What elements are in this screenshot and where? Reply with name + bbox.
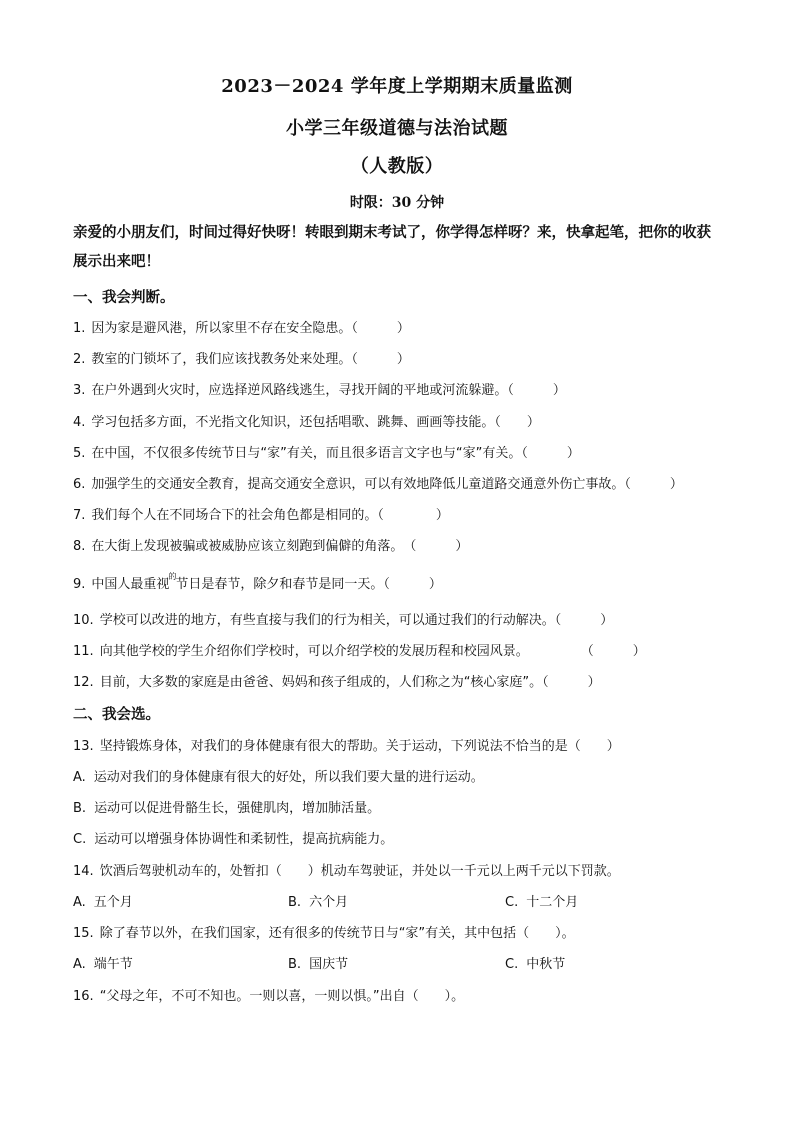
option-13-a [73,766,484,785]
question-text-part-b: 节日是春节，除夕和春节是同一天。（ ） [175,577,442,592]
question-text: 因为家是避风港，所以家里不存在安全隐患。（ ） [91,321,410,336]
option-14-a [73,891,133,910]
question-3 [73,379,733,398]
option-15-b [288,953,348,972]
option-letter: C. [505,957,519,972]
option-letter: B. [73,801,87,816]
question-5 [73,442,733,461]
question-9 [73,573,733,592]
option-letter: B. [288,895,302,910]
question-text-small-char: 的 [168,572,177,581]
option-text: 十二个月 [526,895,579,910]
option-letter: C. [73,832,87,847]
option-13-b [73,797,380,816]
question-10 [73,609,733,628]
option-15-c [505,953,565,972]
exam-title-subject: 小学三年级道德与法治试题 [286,118,508,139]
option-text: 运动可以增强身体协调性和柔韧性，提高抗病能力。 [94,832,394,847]
option-text: 中秋节 [526,957,566,972]
option-letter: C. [505,895,519,910]
question-14 [73,860,733,879]
question-number: 11. [73,644,94,659]
question-number: 3. [73,383,86,398]
option-text: 运动对我们的身体健康有很大的好处，所以我们要大量的进行运动。 [93,770,484,785]
question-13 [73,735,733,754]
question-number: 7. [73,508,86,523]
intro-text: 亲爱的小朋友们，时间过得好快呀！转眼到期末考试了，你学得怎样呀？来，快拿起笔，把你的收获展示出来吧！ [73,224,711,270]
question-number: 5. [73,446,86,461]
question-2 [73,348,733,367]
question-8 [73,535,733,554]
question-number: 15. [73,926,94,941]
question-number: 2. [73,352,86,367]
option-14-b [288,891,348,910]
option-text: 五个月 [93,895,133,910]
exam-title-year: 2023－2024 学年度上学期期末质量监测 [221,76,573,97]
question-text: 在户外遇到火灾时，应选择逆风路线逃生，寻找开阔的平地或河流躲避。（ ） [91,383,566,398]
question-text: 学校可以改进的地方，有些直接与我们的行为相关，可以通过我们的行动解决。（ ） [99,613,614,628]
option-text: 国庆节 [309,957,349,972]
question-number: 16. [73,989,94,1004]
question-4 [73,411,733,430]
question-number: 1. [73,321,86,336]
question-text-part-a: 中国人最重视 [91,577,170,592]
option-14-c [505,891,578,910]
question-number: 8. [73,539,86,554]
question-11 [73,640,733,659]
section-heading-judge: 一、我会判断。 [73,289,175,306]
option-text: 六个月 [309,895,349,910]
question-text: 坚持锻炼身体，对我们的身体健康有很大的帮助。关于运动，下列说法不恰当的是（ ） [99,739,620,754]
question-text: 目前，大多数的家庭是由爸爸、妈妈和孩子组成的，人们称之为“核心家庭”。（ ） [99,675,601,690]
question-text: 在中国，不仅很多传统节日与“家”有关，而且很多语言文字也与“家”有关。（ ） [91,446,580,461]
option-letter: A. [73,957,86,972]
question-text: 加强学生的交通安全教育，提高交通安全意识，可以有效地降低儿童道路交通意外伤亡事故。（ ） [91,477,683,492]
section-heading-choose: 二、我会选。 [73,706,160,723]
option-text: 运动可以促进骨骼生长，强健肌肉，增加肺活量。 [94,801,381,816]
question-text: 在大街上发现被骗或被威胁应该立刻跑到偏僻的角落。 （ ） [91,539,469,554]
question-12 [73,671,733,690]
exam-title-edition: （人教版） [350,156,444,177]
question-number: 6. [73,477,86,492]
question-6 [73,473,733,492]
question-16 [73,985,733,1004]
question-number: 9. [73,577,86,592]
question-15 [73,922,733,941]
option-letter: B. [288,957,302,972]
question-7 [73,504,733,523]
option-letter: A. [73,770,86,785]
question-number: 14. [73,864,94,879]
question-text: 除了春节以外，在我们国家，还有很多的传统节日与“家”有关，其中包括（ ）。 [99,926,575,941]
option-text: 端午节 [93,957,133,972]
question-text: “父母之年，不可不知也。一则以喜，一则以惧。”出自（ ）。 [99,989,465,1004]
question-text: 我们每个人在不同场合下的社会角色都是相同的。（ ） [91,508,449,523]
question-1 [73,317,733,336]
question-number: 10. [73,613,94,628]
time-limit: 时限：30 分钟 [349,195,445,211]
question-text: 向其他学校的学生介绍你们学校时，可以介绍学校的发展历程和校园风景。 （ ） [99,644,646,659]
question-text: 教室的门锁坏了，我们应该找教务处来处理。（ ） [91,352,410,367]
question-number: 12. [73,675,94,690]
question-text: 学习包括多方面，不光指文化知识，还包括唱歌、跳舞、画画等技能。（ ） [91,415,540,430]
question-number: 13. [73,739,94,754]
option-13-c [73,828,393,847]
question-number: 4. [73,415,86,430]
option-15-a [73,953,133,972]
question-text: 饮酒后驾驶机动车的，处暂扣（ ）机动车驾驶证，并处以一千元以上两千元以下罚款。 [99,864,620,879]
option-letter: A. [73,895,86,910]
